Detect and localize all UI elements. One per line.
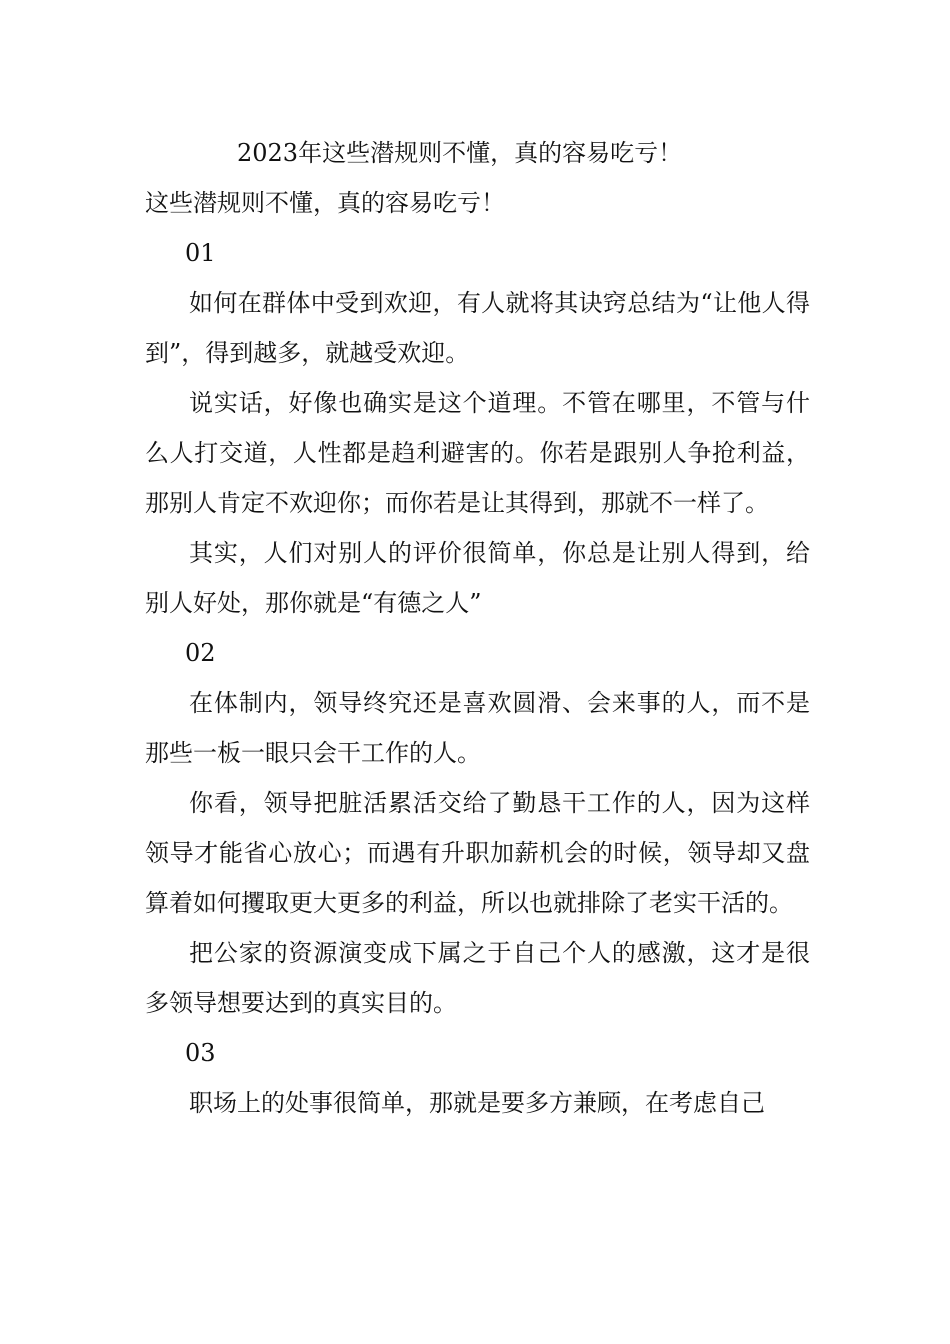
- section-01-paragraph-1: 如何在群体中受到欢迎，有人就将其诀窍总结为“让他人得到”，得到越多，就越受欢迎。: [145, 289, 810, 367]
- section-01-paragraph-3: 其实，人们对别人的评价很简单，你总是让别人得到，给别人好处，那你就是“有德之人”: [145, 539, 810, 617]
- section-03-paragraph-1: 职场上的处事很简单，那就是要多方兼顾，在考虑自己: [189, 1089, 765, 1117]
- section-02-paragraph-1: 在体制内，领导终究还是喜欢圆滑、会来事的人，而不是那些一板一眼只会干工作的人。: [145, 689, 810, 767]
- document-subtitle: 这些潜规则不懂，真的容易吃亏！: [145, 189, 505, 217]
- section-number-02: 02: [185, 639, 216, 667]
- section-01-paragraph-2: 说实话，好像也确实是这个道理。不管在哪里，不管与什么人打交道，人性都是趋利避害的。你若是跟别人争抢利益，那别人肯定不欢迎你；而你若是让其得到，那就不一样了。: [145, 389, 810, 517]
- document-title: 2023年这些潜规则不懂，真的容易吃亏！: [237, 139, 683, 167]
- section-number-03: 03: [185, 1039, 216, 1067]
- document-page: [145, 128, 810, 1128]
- section-number-01: 01: [185, 239, 216, 267]
- section-02-paragraph-2: 你看，领导把脏活累活交给了勤恳干工作的人，因为这样领导才能省心放心；而遇有升职加薪机会的时候，领导却又盘算着如何攫取更大更多的利益，所以也就排除了老实干活的。: [145, 789, 810, 917]
- section-02-paragraph-3: 把公家的资源演变成下属之于自己个人的感激，这才是很多领导想要达到的真实目的。: [145, 939, 810, 1017]
